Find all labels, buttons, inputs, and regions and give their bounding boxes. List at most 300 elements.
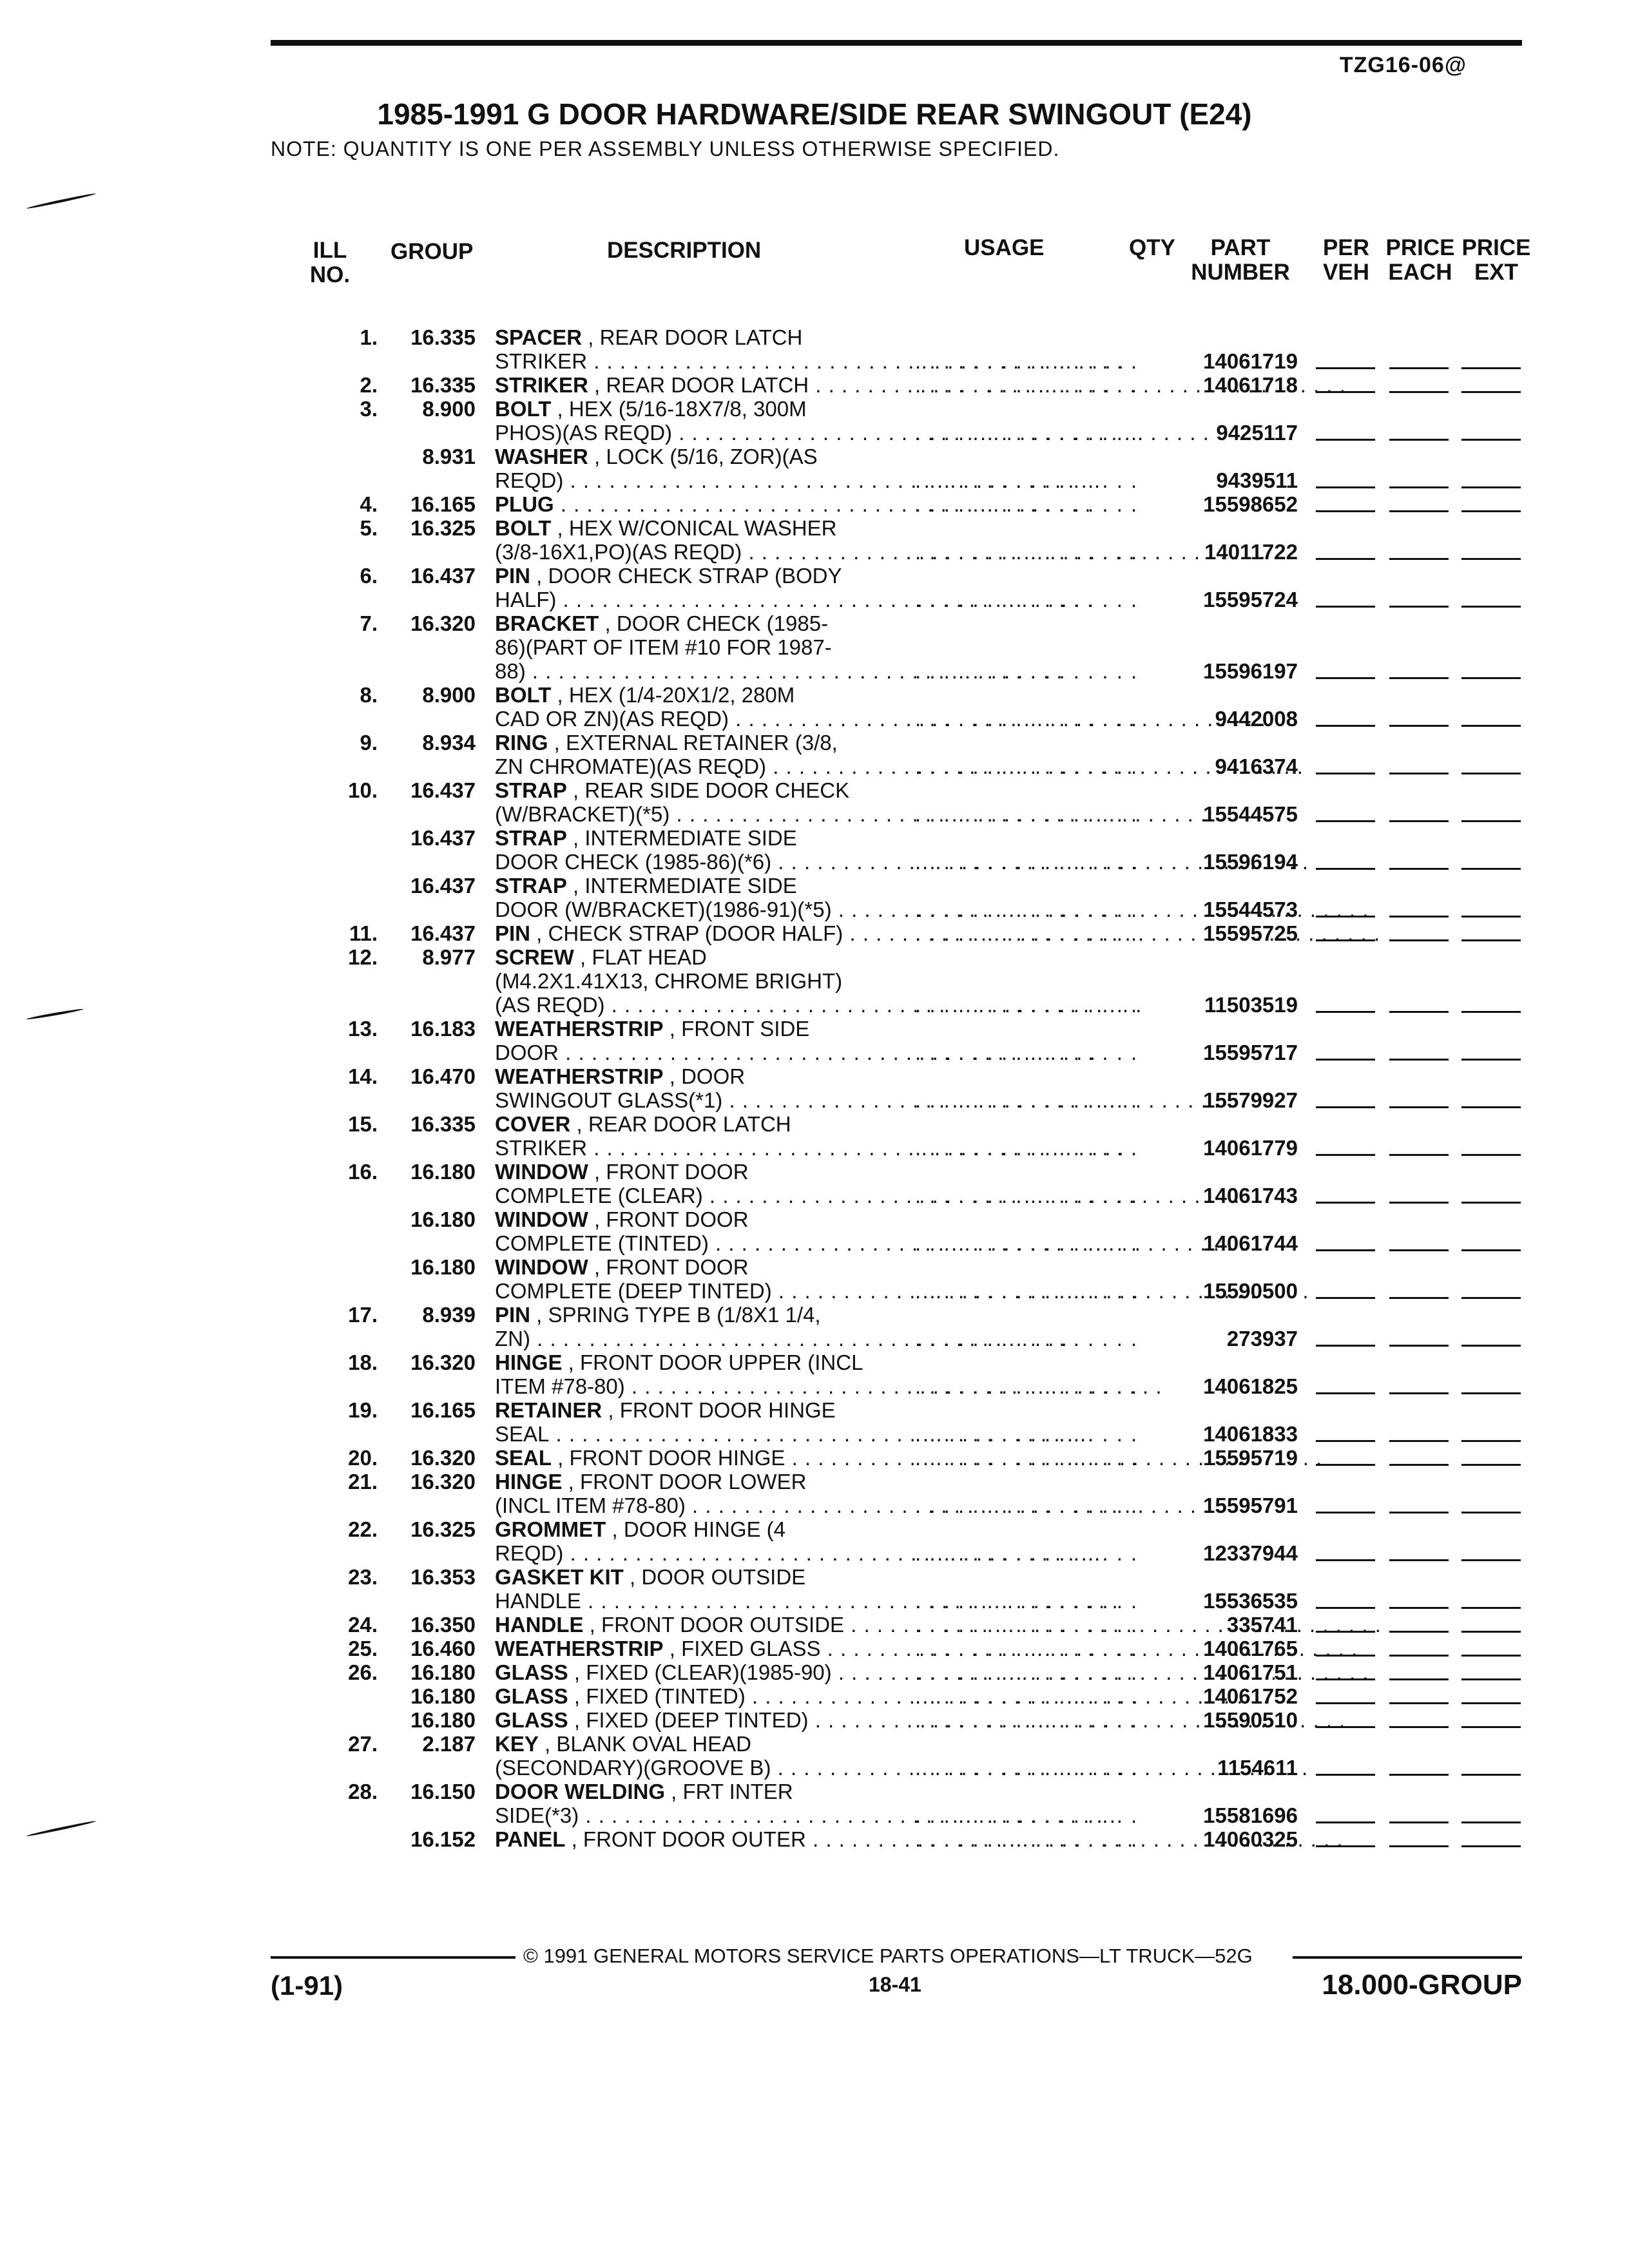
table-row <box>0 373 1629 397</box>
usage-leader: . . . . . . . . . . . . . . . . <box>915 1827 1139 1851</box>
description-line <box>495 1184 882 1207</box>
price-ext-blank <box>1461 391 1521 393</box>
price-ext-blank <box>1461 1678 1521 1680</box>
ill-number: 18. <box>348 1350 378 1374</box>
part-number: 15595724 <box>1203 588 1298 611</box>
part-name: SEAL <box>495 1446 552 1470</box>
description-line <box>495 1613 882 1637</box>
per-veh-blank <box>1316 1702 1375 1704</box>
part-name: COVER <box>495 1112 571 1136</box>
price-each-blank <box>1389 773 1449 774</box>
per-veh-blank <box>1316 367 1375 369</box>
description-line <box>495 325 882 349</box>
usage-leader: . . . . . . . . . . . . . . . . <box>915 1589 1139 1613</box>
description-text: , REAR DOOR LATCH <box>582 325 803 349</box>
description-text: (AS REQD) <box>495 993 605 1017</box>
part-number: 15595717 <box>1203 1041 1298 1064</box>
table-row <box>0 731 1629 778</box>
description-text: (INCL ITEM #78-80) <box>495 1494 686 1517</box>
description-text: , FLAT HEAD <box>574 945 707 969</box>
per-veh-blank <box>1316 868 1375 870</box>
group-number: 16.150 <box>410 1780 476 1803</box>
description-line <box>495 1350 882 1374</box>
price-each-blank <box>1389 1440 1449 1442</box>
group-number: 16.325 <box>410 516 476 540</box>
description-line <box>495 1017 882 1041</box>
price-each-blank <box>1389 1726 1449 1728</box>
table-row <box>0 874 1629 921</box>
part-description <box>495 1613 882 1637</box>
per-veh-blank <box>1316 1202 1375 1204</box>
price-ext-blank <box>1461 773 1521 774</box>
description-text: , SPRING TYPE B (1/8X1 1/4, <box>530 1303 821 1327</box>
group-number: 16.180 <box>410 1660 476 1684</box>
usage-leader: . . . . . . . . . . . . . . . . <box>915 540 1139 564</box>
description-text: , FIXED (TINTED) <box>568 1684 746 1708</box>
ill-number: 14. <box>348 1064 378 1088</box>
per-veh-blank <box>1316 606 1375 608</box>
description-text: REQD) <box>495 468 564 492</box>
price-each-blank <box>1389 1512 1449 1514</box>
footer-rule-right <box>1293 1956 1522 1959</box>
description-text: , DOOR CHECK STRAP (BODY <box>530 564 842 588</box>
header-usage: USAGE <box>964 235 1045 260</box>
description-text: CAD OR ZN)(AS REQD) <box>495 707 729 731</box>
usage-leader: . . . . . . . . . . . . . . . . <box>915 421 1139 445</box>
usage-leader: . . . . . . . . . . . . . . . . <box>915 921 1139 945</box>
part-number: 15595791 <box>1203 1494 1298 1517</box>
description-line <box>495 778 882 802</box>
ill-number: 26. <box>348 1660 378 1684</box>
description-line <box>495 1541 882 1565</box>
part-name: GLASS <box>495 1708 568 1732</box>
group-number: 8.934 <box>422 731 476 754</box>
part-description <box>495 516 882 564</box>
part-number: 15596197 <box>1203 659 1298 683</box>
table-row <box>0 1660 1629 1684</box>
table-row <box>0 921 1629 945</box>
group-number: 16.165 <box>410 1398 476 1422</box>
description-text: , DOOR OUTSIDE <box>623 1565 806 1589</box>
part-description <box>495 1708 882 1732</box>
group-number: 16.335 <box>410 325 476 349</box>
usage-leader: . . . . . . . . . . . . . . . . <box>915 1708 1139 1732</box>
description-line <box>495 373 882 397</box>
description-line <box>495 826 882 850</box>
description-text: ZN) <box>495 1327 530 1350</box>
table-row <box>0 1684 1629 1708</box>
part-name: GLASS <box>495 1660 568 1684</box>
description-line <box>495 1780 882 1803</box>
ill-number: 4. <box>360 492 378 516</box>
ill-number: 17. <box>348 1303 378 1327</box>
table-row <box>0 1446 1629 1470</box>
part-description <box>495 1017 882 1064</box>
price-ext-blank <box>1461 1249 1521 1251</box>
description-text: , REAR DOOR LATCH <box>588 373 809 397</box>
price-each-blank <box>1389 820 1449 822</box>
part-name: WINDOW <box>495 1160 588 1184</box>
group-number: 16.180 <box>410 1207 476 1231</box>
description-line <box>495 1255 882 1279</box>
price-each-blank <box>1389 1774 1449 1776</box>
description-text: , FRONT DOOR LOWER <box>562 1470 807 1494</box>
description-line <box>495 1112 882 1136</box>
table-row <box>0 325 1629 373</box>
usage-leader: . . . . . . . . . . . . . . . . <box>915 707 1139 731</box>
price-each-blank <box>1389 439 1449 441</box>
usage-leader: . . . . . . . . . . . . . . . . <box>915 1374 1139 1398</box>
price-ext-blank <box>1461 1655 1521 1657</box>
part-description <box>495 564 882 611</box>
price-ext-blank <box>1461 558 1521 560</box>
part-number: 14061779 <box>1203 1136 1298 1160</box>
table-row <box>0 1207 1629 1255</box>
group-number: 16.350 <box>410 1613 476 1637</box>
group-number: 16.437 <box>410 921 476 945</box>
description-line <box>495 1207 882 1231</box>
description-line <box>495 921 882 945</box>
part-name: WINDOW <box>495 1207 588 1231</box>
ill-number: 16. <box>348 1160 378 1184</box>
per-veh-blank <box>1316 510 1375 512</box>
header-price-ext: PRICE EXT <box>1461 235 1531 285</box>
description-line <box>495 1827 882 1851</box>
part-name: RING <box>495 731 548 754</box>
usage-leader: . . . . . . . . . . . . . . . . <box>915 1422 1139 1446</box>
part-name: GASKET KIT <box>495 1565 624 1589</box>
description-line <box>495 349 882 373</box>
group-number: 16.437 <box>410 826 476 850</box>
part-number: 12337944 <box>1203 1541 1298 1565</box>
part-number: 1154611 <box>1217 1756 1298 1780</box>
description-line <box>495 1708 882 1732</box>
page-number: 18-41 <box>869 1973 921 1996</box>
part-name: BRACKET <box>495 611 599 635</box>
table-row <box>0 611 1629 683</box>
description-text: COMPLETE (CLEAR) <box>495 1184 703 1207</box>
group-number: 16.470 <box>410 1064 476 1088</box>
part-number: 15598652 <box>1203 492 1298 516</box>
description-text: , INTERMEDIATE SIDE <box>566 874 797 898</box>
description-line <box>495 1422 882 1446</box>
group-number: 16.437 <box>410 564 476 588</box>
group-number: 16.320 <box>410 1350 476 1374</box>
description-text: (SECONDARY)(GROOVE B) <box>495 1756 771 1780</box>
description-text: , FRONT DOOR UPPER (INCL <box>562 1350 863 1374</box>
part-description <box>495 1660 882 1684</box>
part-description <box>495 1064 882 1112</box>
usage-leader: . . . . . . . . . . . . . . . . <box>915 468 1139 492</box>
usage-leader: . . . . . . . . . . . . . . . . <box>915 1327 1139 1350</box>
description-text: 86)(PART OF ITEM #10 FOR 1987- <box>495 635 832 659</box>
group-number: 16.320 <box>410 611 476 635</box>
description-line <box>495 1684 882 1708</box>
table-row <box>0 1064 1629 1112</box>
group-number: 16.165 <box>410 492 476 516</box>
part-description <box>495 874 882 921</box>
description-text: DOOR <box>495 1041 559 1064</box>
price-ext-blank <box>1461 677 1521 679</box>
part-number: 15579927 <box>1203 1088 1298 1112</box>
part-name: PIN <box>495 1303 531 1327</box>
description-text: REQD) <box>495 1541 564 1565</box>
price-each-blank <box>1389 939 1449 941</box>
header-per-veh: PER VEH <box>1323 235 1369 285</box>
description-line <box>495 1637 882 1660</box>
price-ext-blank <box>1461 1154 1521 1156</box>
document-code: TZG16-06@ <box>1339 53 1467 77</box>
description-text: , LOCK (5/16, ZOR)(AS <box>588 445 818 468</box>
part-name: PIN <box>495 921 531 945</box>
ill-number: 24. <box>348 1613 378 1637</box>
part-number: 14061765 <box>1203 1637 1298 1660</box>
ill-number: 15. <box>348 1112 378 1136</box>
price-each-blank <box>1389 391 1449 393</box>
description-line <box>495 1231 882 1255</box>
group-number: 8.977 <box>422 945 476 969</box>
description-line <box>495 588 882 611</box>
part-name: BOLT <box>495 516 552 540</box>
description-text: , HEX W/CONICAL WASHER <box>551 516 837 540</box>
part-name: GLASS <box>495 1684 568 1708</box>
part-number: 9442008 <box>1215 707 1298 731</box>
part-description <box>495 492 882 516</box>
description-line <box>495 659 882 683</box>
ill-number: 13. <box>348 1017 378 1041</box>
description-text: , FIXED (DEEP TINTED) <box>568 1708 809 1732</box>
part-description <box>495 1827 882 1851</box>
part-description <box>495 1565 882 1613</box>
per-veh-blank <box>1316 1559 1375 1561</box>
part-description <box>495 1446 882 1470</box>
description-text: 88) <box>495 659 526 683</box>
price-ext-blank <box>1461 1845 1521 1847</box>
part-name: STRAP <box>495 874 567 898</box>
per-veh-blank <box>1316 1678 1375 1680</box>
ill-number: 22. <box>348 1517 378 1541</box>
top-rule <box>271 40 1522 46</box>
price-each-blank <box>1389 1678 1449 1680</box>
description-line <box>495 898 882 921</box>
description-line <box>495 1589 882 1613</box>
per-veh-blank <box>1316 1345 1375 1347</box>
description-text: , HEX (5/16-18X7/8, 300M <box>551 397 807 421</box>
usage-leader: . . . . . . . . . . . . . . . . <box>915 349 1139 373</box>
per-veh-blank <box>1316 1440 1375 1442</box>
ill-number: 19. <box>348 1398 378 1422</box>
usage-leader: . . . . . . . . . . . . . . . . <box>915 1184 1139 1207</box>
price-each-blank <box>1389 367 1449 369</box>
part-number: 335741 <box>1226 1613 1298 1637</box>
description-text: , EXTERNAL RETAINER (3/8, <box>548 731 838 754</box>
per-veh-blank <box>1316 916 1375 918</box>
part-description <box>495 1207 882 1255</box>
table-row <box>0 683 1629 731</box>
description-text: DOOR CHECK (1985-86)(*6) <box>495 850 772 874</box>
description-text: DOOR (W/BRACKET)(1986-91)(*5) <box>495 898 832 921</box>
price-each-blank <box>1389 1607 1449 1609</box>
usage-leader: . . . . . . . . . . . . . . . . <box>915 898 1139 921</box>
usage-leader: . . . . . . . . . . . . . . . . <box>915 1756 1139 1780</box>
description-text: , DOOR CHECK (1985- <box>599 611 829 635</box>
part-number: 9425117 <box>1216 421 1298 445</box>
price-each-blank <box>1389 510 1449 512</box>
table-row <box>0 1827 1629 1851</box>
price-ext-blank <box>1461 1726 1521 1728</box>
ill-number: 5. <box>360 516 378 540</box>
price-each-blank <box>1389 1297 1449 1299</box>
description-line <box>495 564 882 588</box>
price-each-blank <box>1389 1392 1449 1394</box>
usage-leader: . . . . . . . . . . . . . . . . <box>915 659 1139 683</box>
table-row <box>0 1565 1629 1613</box>
usage-leader: . . . . . . . . . . . . . . . . <box>915 1541 1139 1565</box>
description-text: COMPLETE (TINTED) <box>495 1231 709 1255</box>
usage-leader: . . . . . . . . . . . . . . . . <box>915 1088 1139 1112</box>
description-text: , FRT INTER <box>664 1780 793 1803</box>
price-ext-blank <box>1461 1059 1521 1061</box>
part-number: 14061751 <box>1203 1660 1298 1684</box>
table-row <box>0 516 1629 564</box>
part-number: 14060325 <box>1203 1827 1298 1851</box>
group-number: 8.939 <box>422 1303 476 1327</box>
description-text: HALF) <box>495 588 557 611</box>
part-description <box>495 1732 882 1780</box>
part-description <box>495 325 882 373</box>
description-text: , FRONT DOOR HINGE <box>602 1398 836 1422</box>
table-row <box>0 1303 1629 1350</box>
price-ext-blank <box>1461 486 1521 488</box>
part-description <box>495 611 882 683</box>
usage-leader: . . . . . . . . . . . . . . . . <box>915 1136 1139 1160</box>
description-line <box>495 1303 882 1327</box>
usage-leader: . . . . . . . . . . . . . . . . <box>915 993 1139 1017</box>
footer-rule-left <box>271 1956 516 1959</box>
description-line <box>495 1660 882 1684</box>
part-name: SCREW <box>495 945 574 969</box>
part-description <box>495 1470 882 1517</box>
part-name: PLUG <box>495 492 554 516</box>
description-line <box>495 1374 882 1398</box>
part-number: 14061825 <box>1203 1374 1298 1398</box>
per-veh-blank <box>1316 773 1375 774</box>
per-veh-blank <box>1316 558 1375 560</box>
usage-leader: . . . . . . . . . . . . . . . . <box>915 1684 1139 1708</box>
ill-number: 21. <box>348 1470 378 1494</box>
price-ext-blank <box>1461 510 1521 512</box>
group-number: 2.187 <box>422 1732 476 1756</box>
usage-leader: . . . . . . . . . . . . . . . . <box>915 373 1139 397</box>
part-number: 15596194 <box>1203 850 1298 874</box>
copyright-notice: © 1991 GENERAL MOTORS SERVICE PARTS OPERATIONS—LT TRUCK—52G <box>523 1945 1253 1967</box>
page-title: 1985-1991 G DOOR HARDWARE/SIDE REAR SWINGOUT (E24) <box>377 97 1252 131</box>
part-description <box>495 945 882 1017</box>
price-ext-blank <box>1461 1392 1521 1394</box>
description-line <box>495 1327 882 1350</box>
price-each-blank <box>1389 1464 1449 1466</box>
group-number: 16.183 <box>410 1017 476 1041</box>
description-text: , INTERMEDIATE SIDE <box>566 826 797 850</box>
per-veh-blank <box>1316 725 1375 727</box>
price-ext-blank <box>1461 1106 1521 1108</box>
table-row <box>0 1517 1629 1565</box>
usage-leader: . . . . . . . . . . . . . . . . <box>915 1494 1139 1517</box>
group-number: 8.900 <box>422 683 476 707</box>
description-text: COMPLETE (DEEP TINTED) <box>495 1279 772 1303</box>
group-number: 16.335 <box>410 373 476 397</box>
part-description <box>495 445 882 492</box>
description-line <box>495 969 882 993</box>
description-line <box>495 993 882 1017</box>
part-number: 15595719 <box>1203 1446 1298 1470</box>
description-line <box>495 1041 882 1064</box>
description-line <box>495 397 882 421</box>
description-text: (3/8-16X1,PO)(AS REQD) <box>495 540 742 564</box>
ill-number: 11. <box>349 921 378 945</box>
description-text: SWINGOUT GLASS(*1) <box>495 1088 723 1112</box>
header-price-each: PRICE EACH <box>1385 235 1455 285</box>
price-each-blank <box>1389 1559 1449 1561</box>
price-each-blank <box>1389 1702 1449 1704</box>
table-row <box>0 1112 1629 1160</box>
description-line <box>495 445 882 468</box>
price-each-blank <box>1389 1845 1449 1847</box>
group-number: 16.180 <box>410 1255 476 1279</box>
header-ill-no: ILL NO. <box>309 238 351 287</box>
table-row <box>0 1708 1629 1732</box>
part-description <box>495 1517 882 1565</box>
per-veh-blank <box>1316 677 1375 679</box>
per-veh-blank <box>1316 1845 1375 1847</box>
table-row <box>0 1613 1629 1637</box>
per-veh-blank <box>1316 1011 1375 1013</box>
per-veh-blank <box>1316 1249 1375 1251</box>
part-name: WEATHERSTRIP <box>495 1017 664 1041</box>
description-line <box>495 635 882 659</box>
usage-leader: . . . . . . . . . . . . . . . . <box>915 492 1139 516</box>
ill-number: 12. <box>348 945 378 969</box>
description-text: STRIKER <box>495 349 588 373</box>
usage-leader: . . . . . . . . . . . . . . . . <box>915 1637 1139 1660</box>
revision-date: (1-91) <box>271 1970 343 2001</box>
part-name: BOLT <box>495 683 552 707</box>
header-qty: QTY <box>1129 235 1175 260</box>
description-text: , DOOR HINGE (4 <box>606 1517 786 1541</box>
table-row <box>0 1160 1629 1207</box>
table-row <box>0 1398 1629 1446</box>
part-name: HINGE <box>495 1350 563 1374</box>
ill-number: 10. <box>348 778 378 802</box>
part-number: 14061744 <box>1203 1231 1298 1255</box>
part-name: WASHER <box>495 445 588 468</box>
description-text: , FRONT DOOR <box>588 1207 749 1231</box>
table-row <box>0 564 1629 611</box>
part-name: PANEL <box>495 1827 566 1851</box>
part-name: GROMMET <box>495 1517 606 1541</box>
per-veh-blank <box>1316 1821 1375 1823</box>
per-veh-blank <box>1316 1297 1375 1299</box>
per-veh-blank <box>1316 1059 1375 1061</box>
description-line <box>495 1756 882 1780</box>
part-description <box>495 1160 882 1207</box>
price-ext-blank <box>1461 606 1521 608</box>
price-each-blank <box>1389 1249 1449 1251</box>
price-ext-blank <box>1461 1821 1521 1823</box>
ill-number: 3. <box>360 397 378 421</box>
ill-number: 25. <box>348 1637 378 1660</box>
part-number: 15590510 <box>1203 1708 1298 1732</box>
